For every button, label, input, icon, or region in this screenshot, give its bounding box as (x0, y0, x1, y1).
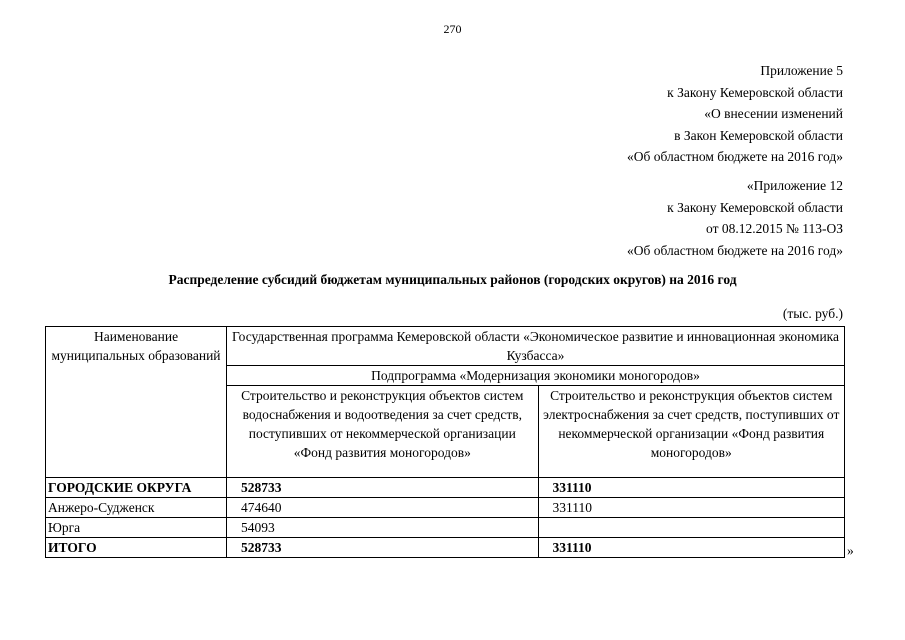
table-header-row (46, 327, 845, 366)
row-water-value: 528733 (227, 538, 539, 558)
table-row (46, 538, 845, 558)
document-title: Распределение субсидий бюджетам муниципальных районов (городских округов) на 2016 год (168, 272, 737, 287)
appendix-line: к Закону Кемеровской области (667, 199, 843, 215)
header-state-program: Государственная программа Кемеровской области «Экономическое развитие и инновационная экономика Кузбасса» (227, 327, 845, 366)
appendix-reference-main (627, 60, 843, 168)
header-water-systems: Строительство и реконструкция объектов систем водоснабжения и водоотведения за счет средств, поступивших от некоммерческой организации «Фонд развития моногородов» (227, 386, 539, 478)
subsidies-table (45, 326, 845, 558)
table-row (46, 518, 845, 538)
table-row (46, 498, 845, 518)
appendix-line: «Об областном бюджете на 2016 год» (627, 242, 843, 258)
row-water-value: 54093 (227, 518, 539, 538)
appendix-line: к Закону Кемеровской области (667, 84, 843, 100)
row-name: Юрга (46, 518, 227, 538)
appendix-line: в Закон Кемеровской области (674, 127, 843, 143)
row-water-value: 528733 (227, 478, 539, 498)
header-power-systems: Строительство и реконструкция объектов систем электроснабжения за счет средств, поступивших от некоммерческой организации «Фонд развития моногородов» (538, 386, 844, 478)
table-row (46, 478, 845, 498)
appendix-line: «Приложение 12 (746, 178, 843, 193)
row-power-value (538, 518, 844, 538)
row-water-value: 474640 (227, 498, 539, 518)
closing-quote: » (847, 543, 854, 558)
header-municipality-name: Наименование муниципальных образований (46, 327, 227, 478)
row-name: ГОРОДСКИЕ ОКРУГА (46, 478, 227, 498)
appendix-line: «О внесении изменений (704, 106, 843, 121)
appendix-reference-previous (627, 175, 843, 261)
header-subprogram: Подпрограмма «Модернизация экономики моногородов» (227, 366, 845, 386)
row-power-value: 331110 (538, 498, 844, 518)
appendix-line: от 08.12.2015 № 113-ОЗ (706, 221, 843, 236)
row-name: Анжеро-Судженск (46, 498, 227, 518)
appendix-line: «Об областном бюджете на 2016 год» (627, 149, 843, 164)
row-power-value: 331110 (538, 478, 844, 498)
appendix-line: Приложение 5 (760, 63, 843, 78)
row-power-value: 331110 (538, 538, 844, 558)
units-label: (тыс. руб.) (782, 306, 843, 321)
row-name: ИТОГО (46, 538, 227, 558)
page-number: 270 (443, 22, 462, 36)
